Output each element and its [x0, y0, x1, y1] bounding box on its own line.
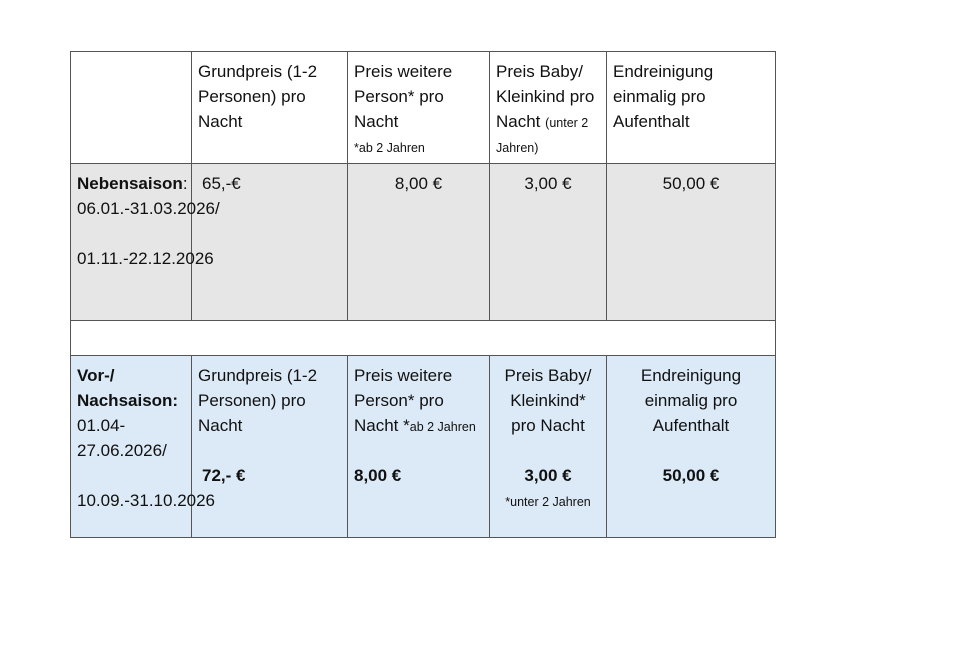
vorsaison-label-cell [71, 356, 216, 538]
header-row [71, 52, 776, 164]
spacer-cell [71, 321, 776, 356]
spacer-row [71, 321, 776, 356]
vorsaison-endreinigung-text: Endreinigung einmalig pro Aufenthalt [640, 366, 742, 435]
nebensaison-endreinigung-value: 50,00 € [662, 174, 720, 193]
nebensaison-label: Nebensaison [77, 174, 183, 193]
nebensaison-endreinigung [607, 164, 776, 321]
vorsaison-endreinigung-value: 50,00 € [662, 466, 720, 485]
vorsaison-dates-1: 01.04-27.06.2026/ [77, 416, 167, 460]
nebensaison-grundpreis [192, 164, 348, 321]
nebensaison-weitere-value: 8,00 € [394, 174, 443, 193]
vorsaison-grundpreis-text: Grundpreis (1-2 Personen) pro Nacht [198, 366, 318, 435]
vorsaison-grundpreis [192, 356, 348, 538]
header-weitere-note: *ab 2 Jahren [354, 141, 425, 155]
nebensaison-dates-2: 01.11.-22.12.2026 [77, 249, 214, 268]
vorsaison-grundpreis-value: 72,- € [202, 466, 246, 485]
header-baby-note: (unter 2 Jahren) [496, 116, 589, 155]
price-table [70, 51, 776, 538]
vorsaison-weitere-text: Preis weitere Person* pro Nacht * [354, 366, 453, 435]
vorsaison-baby-note: *unter 2 Jahren [505, 495, 591, 509]
header-weitere-person [348, 52, 490, 164]
header-grundpreis [192, 52, 348, 164]
vorsaison-weitere-note: ab 2 Jahren [409, 420, 476, 434]
header-baby-text: Preis Baby/ Kleinkind pro Nacht [496, 62, 595, 131]
nebensaison-baby [490, 164, 607, 321]
vorsaison-baby-text: Preis Baby/ Kleinkind* pro Nacht [504, 366, 592, 435]
vorsaison-baby-value: 3,00 € [524, 466, 572, 485]
nebensaison-row [71, 164, 776, 321]
header-endreinigung-text: Endreinigung einmalig pro Aufenthalt [613, 62, 714, 131]
nebensaison-baby-value: 3,00 € [524, 174, 572, 193]
header-weitere-text: Preis weitere Person* pro Nacht [354, 62, 453, 131]
header-grundpreis-text: Grundpreis (1-2 Personen) pro Nacht [198, 62, 318, 131]
nebensaison-label-cell [71, 164, 220, 321]
nebensaison-grundpreis-value: 65,-€ [202, 174, 241, 193]
nebensaison-dates-1: 06.01.-31.03.2026/ [77, 199, 220, 218]
nebensaison-colon: : [182, 174, 188, 193]
vorsaison-weitere [348, 356, 490, 538]
vorsaison-row [71, 356, 776, 538]
header-endreinigung [607, 52, 776, 164]
vorsaison-endreinigung [607, 356, 776, 538]
header-empty-cell [71, 52, 192, 164]
vorsaison-weitere-value: 8,00 € [354, 466, 402, 485]
vorsaison-label: Vor-/ Nachsaison: [77, 366, 179, 410]
vorsaison-dates-2: 10.09.-31.10.2026 [77, 491, 216, 510]
nebensaison-weitere [348, 164, 490, 321]
vorsaison-baby [490, 356, 607, 538]
header-baby [490, 52, 607, 164]
